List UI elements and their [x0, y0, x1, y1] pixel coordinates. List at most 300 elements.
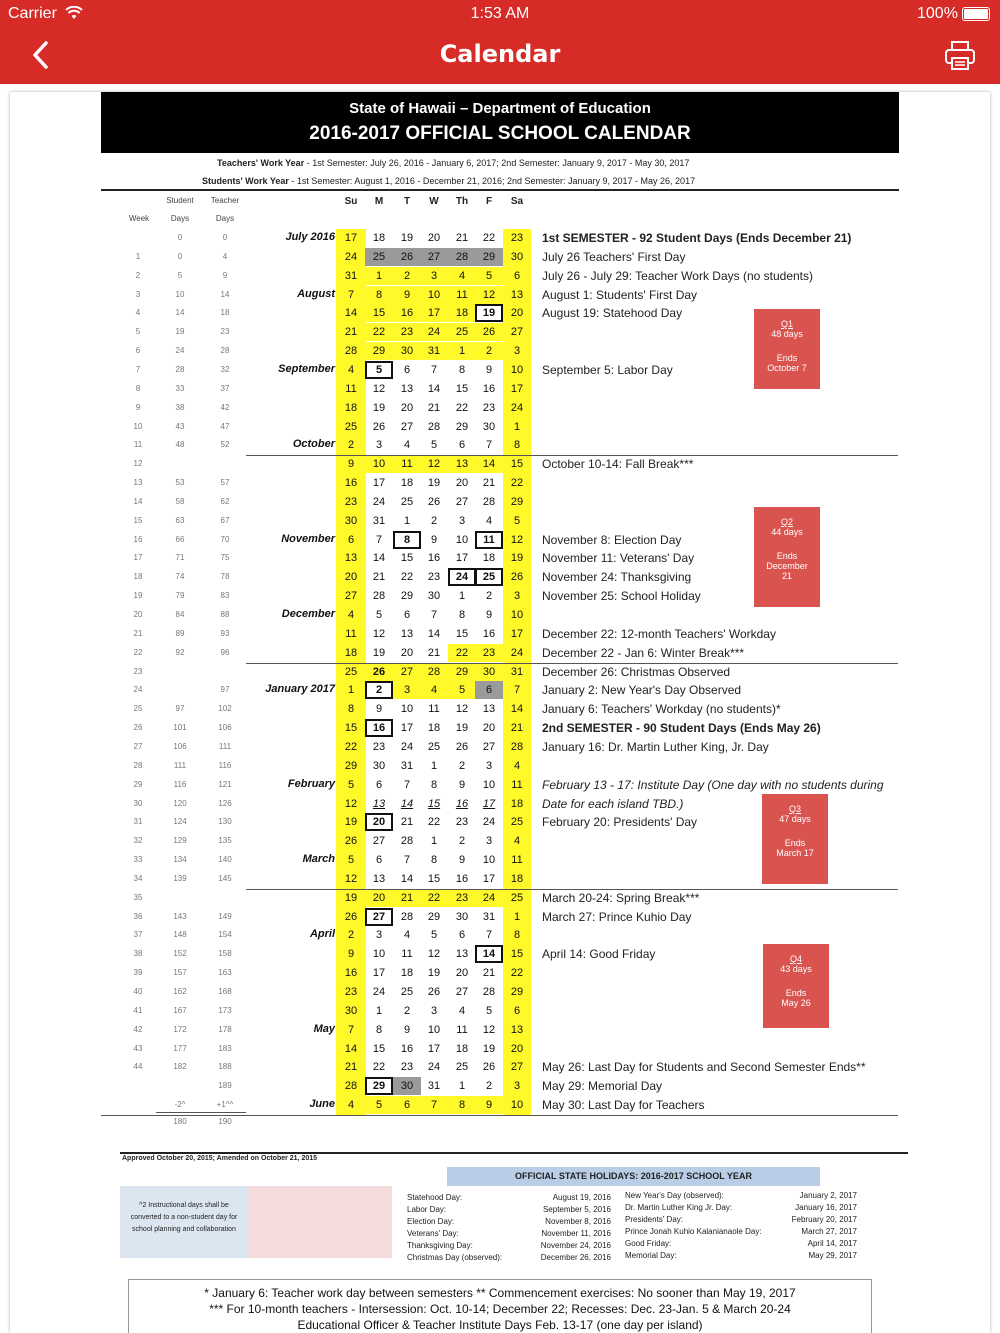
day-cell[interactable]: 30 — [344, 515, 358, 527]
day-cell[interactable]: 13 — [344, 552, 358, 564]
day-cell[interactable]: 15 — [400, 552, 414, 564]
day-cell[interactable]: 28 — [344, 345, 358, 357]
day-cell[interactable]: 28 — [400, 911, 414, 923]
day-cell[interactable]: 14 — [344, 307, 358, 319]
day-cell[interactable]: 10 — [510, 1099, 524, 1111]
day-cell[interactable]: 22 — [510, 967, 524, 979]
day-cell[interactable]: 23 — [427, 571, 441, 583]
day-cell[interactable]: 8 — [513, 439, 521, 451]
day-cell[interactable]: 27 — [400, 421, 414, 433]
day-cell[interactable]: 9 — [375, 703, 383, 715]
day-cell[interactable]: 14 — [510, 703, 524, 715]
day-cell[interactable]: 24 — [372, 496, 386, 508]
day-cell[interactable]: 9 — [458, 854, 466, 866]
day-cell[interactable]: 28 — [400, 835, 414, 847]
day-cell[interactable]: 21 — [393, 889, 421, 907]
day-cell[interactable]: 4 — [448, 267, 476, 285]
day-cell[interactable]: 22 — [448, 644, 476, 662]
day-cell[interactable]: 10 — [427, 1024, 441, 1036]
day-cell[interactable]: 7 — [347, 1024, 355, 1036]
day-cell[interactable]: 4 — [347, 1099, 355, 1111]
day-cell[interactable]: 12 — [427, 948, 441, 960]
day-cell[interactable]: 8 — [365, 286, 393, 304]
day-cell[interactable]: 17 — [482, 798, 496, 810]
day-cell[interactable]: 12 — [475, 286, 503, 304]
day-cell[interactable]: 18 — [400, 967, 414, 979]
day-cell[interactable]: 6 — [458, 929, 466, 941]
day-cell[interactable]: 14 — [400, 873, 414, 885]
day-cell[interactable]: 12 — [344, 798, 358, 810]
day-cell[interactable]: 13 — [510, 289, 524, 301]
day-cell[interactable]: 27 — [510, 1061, 524, 1073]
day-cell[interactable]: 7 — [485, 439, 493, 451]
day-cell[interactable]: 22 — [427, 816, 441, 828]
day-cell[interactable]: 8 — [458, 364, 466, 376]
day-cell[interactable]: 23 — [448, 889, 476, 907]
day-cell[interactable]: 6 — [475, 681, 503, 699]
day-cell[interactable]: 6 — [393, 1096, 421, 1114]
day-cell[interactable]: 19 — [455, 722, 469, 734]
day-cell[interactable]: 2 — [430, 515, 438, 527]
day-cell[interactable]: 7 — [430, 609, 438, 621]
day-cell[interactable]: 31 — [400, 760, 414, 772]
day-cell[interactable]: 7 — [403, 854, 411, 866]
day-cell[interactable]: 22 — [420, 889, 448, 907]
day-cell[interactable]: 26 — [344, 835, 358, 847]
day-cell[interactable]: 10 — [420, 286, 448, 304]
day-cell[interactable]: 16 — [344, 477, 358, 489]
day-cell[interactable]: 6 — [403, 364, 411, 376]
day-cell[interactable]: 26 — [455, 741, 469, 753]
day-cell[interactable]: 17 — [482, 873, 496, 885]
day-cell[interactable]: 26 — [427, 496, 441, 508]
day-cell[interactable]: 2 — [365, 681, 393, 699]
day-cell[interactable]: 13 — [448, 455, 476, 473]
day-cell[interactable]: 22 — [372, 1061, 386, 1073]
day-cell[interactable]: 4 — [513, 835, 521, 847]
day-cell[interactable]: 15 — [344, 722, 358, 734]
day-cell[interactable]: 9 — [403, 1024, 411, 1036]
day-cell[interactable]: 9 — [347, 948, 355, 960]
day-cell[interactable]: 6 — [347, 534, 355, 546]
day-cell[interactable]: 8 — [430, 779, 438, 791]
day-cell[interactable]: 24 — [475, 889, 503, 907]
day-cell[interactable]: 23 — [344, 986, 358, 998]
day-cell[interactable]: 7 — [347, 289, 355, 301]
day-cell[interactable]: 16 — [400, 1043, 414, 1055]
day-cell[interactable]: 12 — [344, 873, 358, 885]
day-cell[interactable]: 7 — [375, 534, 383, 546]
day-cell[interactable]: 12 — [455, 703, 469, 715]
day-cell[interactable]: 21 — [510, 722, 524, 734]
day-cell[interactable]: 17 — [372, 967, 386, 979]
day-cell[interactable]: 6 — [513, 1005, 521, 1017]
day-cell[interactable]: 8 — [448, 1096, 476, 1114]
day-cell[interactable]: 2 — [403, 1005, 411, 1017]
day-cell[interactable]: 22 — [344, 741, 358, 753]
day-cell[interactable]: 9 — [485, 364, 493, 376]
day-cell[interactable]: 14 — [427, 383, 441, 395]
day-cell[interactable]: 5 — [347, 779, 355, 791]
day-cell[interactable]: 15 — [455, 628, 469, 640]
day-cell[interactable]: 10 — [400, 703, 414, 715]
day-cell[interactable]: 2 — [347, 439, 355, 451]
day-cell[interactable]: 2 — [485, 590, 493, 602]
day-cell[interactable]: 11 — [428, 703, 440, 715]
day-cell[interactable]: 2 — [393, 267, 421, 285]
day-cell[interactable]: 12 — [420, 455, 448, 473]
day-cell[interactable]: 25 — [365, 248, 393, 266]
day-cell[interactable]: 30 — [344, 1005, 358, 1017]
day-cell[interactable]: 13 — [400, 628, 414, 640]
day-cell[interactable]: 5 — [448, 681, 476, 699]
day-cell[interactable]: 8 — [393, 531, 421, 549]
day-cell[interactable]: 5 — [365, 1096, 393, 1114]
day-cell[interactable]: 15 — [372, 1043, 386, 1055]
day-cell[interactable]: 16 — [482, 383, 496, 395]
day-cell[interactable]: 26 — [393, 248, 421, 266]
day-cell[interactable]: 8 — [430, 854, 438, 866]
day-cell[interactable]: 1 — [347, 684, 355, 696]
day-cell[interactable]: 24 — [448, 568, 476, 586]
day-cell[interactable]: 13 — [372, 798, 386, 810]
day-cell[interactable]: 28 — [482, 496, 496, 508]
day-cell[interactable]: 10 — [510, 609, 524, 621]
day-cell[interactable]: 3 — [485, 835, 493, 847]
day-cell[interactable]: 16 — [482, 628, 496, 640]
day-cell[interactable]: 7 — [485, 929, 493, 941]
day-cell[interactable]: 19 — [344, 816, 358, 828]
day-cell[interactable]: 27 — [344, 590, 358, 602]
day-cell[interactable]: 16 — [455, 798, 469, 810]
day-cell[interactable]: 1 — [448, 342, 476, 360]
day-cell[interactable]: 1 — [365, 267, 393, 285]
day-cell[interactable]: 11 — [475, 531, 503, 549]
day-cell[interactable]: 5 — [513, 515, 521, 527]
day-cell[interactable]: 21 — [344, 1061, 358, 1073]
day-cell[interactable]: 20 — [482, 722, 496, 734]
day-cell[interactable]: 4 — [513, 760, 521, 772]
day-cell[interactable]: 23 — [393, 323, 421, 341]
day-cell[interactable]: 2 — [485, 1080, 493, 1092]
day-cell[interactable]: 16 — [344, 967, 358, 979]
day-cell[interactable]: 14 — [475, 455, 503, 473]
day-cell[interactable]: 21 — [427, 647, 441, 659]
day-cell[interactable]: 26 — [475, 323, 503, 341]
day-cell[interactable]: 18 — [510, 873, 524, 885]
day-cell[interactable]: 13 — [482, 703, 496, 715]
day-cell[interactable]: 5 — [365, 361, 393, 379]
day-cell[interactable]: 19 — [344, 892, 358, 904]
day-cell[interactable]: 17 — [510, 628, 524, 640]
day-cell[interactable]: 29 — [475, 248, 503, 266]
day-cell[interactable]: 10 — [510, 364, 524, 376]
day-cell[interactable]: 3 — [430, 1005, 438, 1017]
day-cell[interactable]: 25 — [455, 1061, 469, 1073]
day-cell[interactable]: 27 — [372, 835, 386, 847]
day-cell[interactable]: 19 — [427, 477, 441, 489]
day-cell[interactable]: 31 — [372, 515, 386, 527]
day-cell[interactable]: 21 — [372, 571, 386, 583]
day-cell[interactable]: 29 — [344, 760, 358, 772]
day-cell[interactable]: 14 — [344, 1043, 358, 1055]
day-cell[interactable]: 29 — [365, 342, 393, 360]
day-cell[interactable]: 15 — [510, 458, 524, 470]
day-cell[interactable]: 28 — [420, 663, 448, 681]
calendar-document[interactable] — [10, 92, 990, 1333]
day-cell[interactable]: 30 — [510, 251, 524, 263]
day-cell[interactable]: 5 — [485, 1005, 493, 1017]
day-cell[interactable]: 19 — [475, 304, 503, 322]
day-cell[interactable]: 23 — [510, 232, 524, 244]
day-cell[interactable]: 6 — [375, 854, 383, 866]
day-cell[interactable]: 24 — [510, 402, 524, 414]
day-cell[interactable]: 11 — [401, 948, 413, 960]
day-cell[interactable]: 20 — [344, 571, 358, 583]
day-cell[interactable]: 11 — [345, 628, 357, 640]
day-cell[interactable]: 27 — [510, 326, 524, 338]
day-cell[interactable]: 1 — [458, 1080, 466, 1092]
day-cell[interactable]: 24 — [372, 986, 386, 998]
day-cell[interactable]: 3 — [393, 681, 421, 699]
day-cell[interactable]: 23 — [372, 741, 386, 753]
day-cell[interactable]: 4 — [485, 515, 493, 527]
day-cell[interactable]: 5 — [375, 609, 383, 621]
day-cell[interactable]: 19 — [400, 232, 414, 244]
day-cell[interactable]: 25 — [510, 816, 524, 828]
day-cell[interactable]: 2 — [458, 835, 466, 847]
day-cell[interactable]: 28 — [448, 248, 476, 266]
day-cell[interactable]: 4 — [420, 681, 448, 699]
day-cell[interactable]: 31 — [427, 1080, 441, 1092]
day-cell[interactable]: 27 — [455, 986, 469, 998]
day-cell[interactable]: 2 — [458, 760, 466, 772]
day-cell[interactable]: 1 — [430, 760, 438, 772]
day-cell[interactable]: 5 — [475, 267, 503, 285]
day-cell[interactable]: 27 — [420, 248, 448, 266]
day-cell[interactable]: 23 — [455, 816, 469, 828]
day-cell[interactable]: 7 — [513, 684, 521, 696]
day-cell[interactable]: 3 — [513, 345, 521, 357]
day-cell[interactable]: 1 — [513, 911, 521, 923]
day-cell[interactable]: 25 — [475, 568, 503, 586]
day-cell[interactable]: 21 — [455, 232, 469, 244]
day-cell[interactable]: 21 — [482, 477, 496, 489]
day-cell[interactable]: 13 — [372, 873, 386, 885]
day-cell[interactable]: 14 — [475, 945, 503, 963]
day-cell[interactable]: 13 — [455, 948, 469, 960]
day-cell[interactable]: 21 — [482, 967, 496, 979]
day-cell[interactable]: 6 — [458, 439, 466, 451]
day-cell[interactable]: 25 — [344, 666, 358, 678]
day-cell[interactable]: 19 — [372, 402, 386, 414]
day-cell[interactable]: 14 — [400, 798, 414, 810]
day-cell[interactable]: 29 — [455, 421, 469, 433]
day-cell[interactable]: 24 — [400, 741, 414, 753]
day-cell[interactable]: 22 — [510, 477, 524, 489]
day-cell[interactable]: 15 — [427, 873, 441, 885]
day-cell[interactable]: 23 — [344, 496, 358, 508]
day-cell[interactable]: 31 — [344, 270, 358, 282]
day-cell[interactable]: 9 — [485, 609, 493, 621]
day-cell[interactable]: 26 — [365, 663, 393, 681]
day-cell[interactable]: 30 — [455, 911, 469, 923]
day-cell[interactable]: 25 — [344, 421, 358, 433]
day-cell[interactable]: 4 — [347, 609, 355, 621]
day-cell[interactable]: 3 — [420, 267, 448, 285]
day-cell[interactable]: 12 — [372, 383, 386, 395]
day-cell[interactable]: 1 — [513, 421, 521, 433]
day-cell[interactable]: 17 — [372, 477, 386, 489]
day-cell[interactable]: 22 — [365, 323, 393, 341]
day-cell[interactable]: 9 — [393, 286, 421, 304]
day-cell[interactable]: 4 — [347, 364, 355, 376]
day-cell[interactable]: 7 — [430, 364, 438, 376]
day-cell[interactable]: 17 — [455, 552, 469, 564]
day-cell[interactable]: 1 — [375, 1005, 383, 1017]
day-cell[interactable]: 20 — [365, 813, 393, 831]
day-cell[interactable]: 25 — [448, 323, 476, 341]
day-cell[interactable]: 23 — [482, 402, 496, 414]
day-cell[interactable]: 20 — [427, 232, 441, 244]
day-cell[interactable]: 31 — [420, 342, 448, 360]
day-cell[interactable]: 18 — [448, 304, 476, 322]
day-cell[interactable]: 27 — [482, 741, 496, 753]
day-cell[interactable]: 9 — [430, 534, 438, 546]
day-cell[interactable]: 13 — [400, 383, 414, 395]
day-cell[interactable]: 28 — [482, 986, 496, 998]
day-cell[interactable]: 1 — [403, 515, 411, 527]
day-cell[interactable]: 26 — [372, 421, 386, 433]
day-cell[interactable]: 17 — [510, 383, 524, 395]
day-cell[interactable]: 16 — [365, 719, 393, 737]
day-cell[interactable]: 16 — [455, 873, 469, 885]
day-cell[interactable]: 15 — [365, 304, 393, 322]
day-cell[interactable]: 15 — [427, 798, 441, 810]
day-cell[interactable]: 25 — [400, 986, 414, 998]
day-cell[interactable]: 5 — [430, 439, 438, 451]
day-cell[interactable]: 24 — [510, 647, 524, 659]
day-cell[interactable]: 30 — [393, 342, 421, 360]
day-cell[interactable]: 9 — [347, 458, 355, 470]
day-cell[interactable]: 29 — [510, 496, 524, 508]
day-cell[interactable]: 3 — [375, 929, 383, 941]
day-cell[interactable]: 4 — [403, 929, 411, 941]
day-cell[interactable]: 25 — [427, 741, 441, 753]
day-cell[interactable]: 5 — [430, 929, 438, 941]
day-cell[interactable]: 7 — [403, 779, 411, 791]
day-cell[interactable]: 16 — [393, 304, 421, 322]
day-cell[interactable]: 24 — [344, 251, 358, 263]
day-cell[interactable]: 28 — [427, 421, 441, 433]
day-cell[interactable]: 17 — [344, 232, 358, 244]
day-cell[interactable]: 7 — [420, 1096, 448, 1114]
day-cell[interactable]: 24 — [420, 323, 448, 341]
day-cell[interactable]: 18 — [455, 1043, 469, 1055]
day-cell[interactable]: 26 — [510, 571, 524, 583]
day-cell[interactable]: 28 — [372, 590, 386, 602]
day-cell[interactable]: 2 — [475, 342, 503, 360]
day-cell[interactable]: 20 — [455, 477, 469, 489]
day-cell[interactable]: 10 — [455, 534, 469, 546]
day-cell[interactable]: 18 — [372, 232, 386, 244]
day-cell[interactable]: 12 — [372, 628, 386, 640]
day-cell[interactable]: 14 — [372, 552, 386, 564]
day-cell[interactable]: 6 — [513, 270, 521, 282]
day-cell[interactable]: 21 — [427, 402, 441, 414]
day-cell[interactable]: 15 — [455, 383, 469, 395]
day-cell[interactable]: 8 — [375, 1024, 383, 1036]
day-cell[interactable]: 1 — [458, 590, 466, 602]
day-cell[interactable]: 26 — [344, 911, 358, 923]
day-cell[interactable]: 12 — [482, 1024, 496, 1036]
day-cell[interactable]: 31 — [482, 911, 496, 923]
day-cell[interactable]: 5 — [347, 854, 355, 866]
day-cell[interactable]: 18 — [344, 647, 358, 659]
day-cell[interactable]: 11 — [448, 286, 476, 304]
day-cell[interactable]: 27 — [393, 663, 421, 681]
day-cell[interactable]: 20 — [365, 889, 393, 907]
day-cell[interactable]: 20 — [510, 307, 524, 319]
day-cell[interactable]: 13 — [510, 1024, 524, 1036]
day-cell[interactable]: 10 — [365, 455, 393, 473]
day-cell[interactable]: 18 — [482, 552, 496, 564]
day-cell[interactable]: 20 — [510, 1043, 524, 1055]
day-cell[interactable]: 29 — [427, 911, 441, 923]
day-cell[interactable]: 1 — [430, 835, 438, 847]
day-cell[interactable]: 12 — [510, 534, 524, 546]
day-cell[interactable]: 19 — [427, 967, 441, 979]
day-cell[interactable]: 3 — [458, 515, 466, 527]
day-cell[interactable]: 27 — [455, 496, 469, 508]
day-cell[interactable]: 23 — [400, 1061, 414, 1073]
day-cell[interactable]: 3 — [513, 1080, 521, 1092]
day-cell[interactable]: 30 — [427, 590, 441, 602]
day-cell[interactable]: 11 — [511, 854, 523, 866]
day-cell[interactable]: 19 — [482, 1043, 496, 1055]
day-cell[interactable]: 3 — [375, 439, 383, 451]
day-cell[interactable]: 17 — [427, 1043, 441, 1055]
day-cell[interactable]: 29 — [400, 590, 414, 602]
day-cell[interactable]: 10 — [482, 854, 496, 866]
day-cell[interactable]: 4 — [458, 1005, 466, 1017]
day-cell[interactable]: 11 — [511, 779, 523, 791]
day-cell[interactable]: 20 — [400, 647, 414, 659]
day-cell[interactable]: 29 — [365, 1077, 393, 1095]
print-button[interactable] — [942, 38, 978, 74]
day-cell[interactable]: 29 — [510, 986, 524, 998]
day-cell[interactable]: 28 — [344, 1080, 358, 1092]
day-cell[interactable]: 14 — [427, 628, 441, 640]
day-cell[interactable]: 25 — [400, 496, 414, 508]
day-cell[interactable]: 9 — [458, 779, 466, 791]
day-cell[interactable]: 17 — [420, 304, 448, 322]
day-cell[interactable]: 26 — [482, 1061, 496, 1073]
day-cell[interactable]: 18 — [400, 477, 414, 489]
day-cell[interactable]: 31 — [510, 666, 524, 678]
day-cell[interactable]: 11 — [345, 383, 357, 395]
day-cell[interactable]: 19 — [372, 647, 386, 659]
day-cell[interactable]: 18 — [510, 798, 524, 810]
day-cell[interactable]: 30 — [482, 421, 496, 433]
day-cell[interactable]: 29 — [448, 663, 476, 681]
day-cell[interactable]: 23 — [475, 644, 503, 662]
day-cell[interactable]: 8 — [347, 703, 355, 715]
day-cell[interactable]: 8 — [513, 929, 521, 941]
day-cell[interactable]: 18 — [344, 402, 358, 414]
day-cell[interactable]: 4 — [403, 439, 411, 451]
day-cell[interactable]: 25 — [510, 892, 524, 904]
